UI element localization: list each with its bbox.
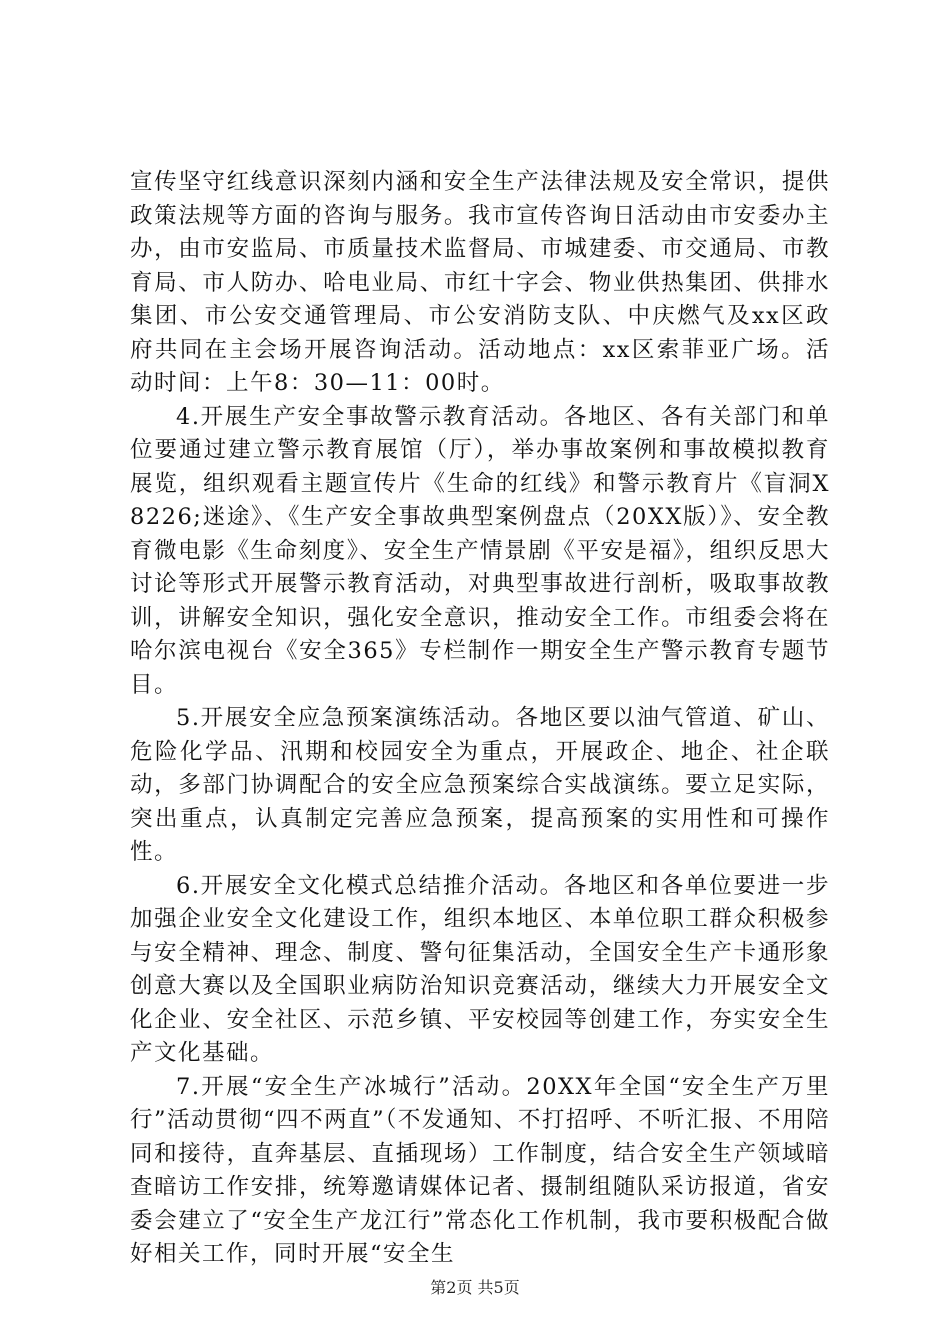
paragraph-item-4: 4.开展生产安全事故警示教育活动。各地区、各有关部门和单位要通过建立警示教育展馆（厅），举办事故案例和事故模拟教育展览，组织观看主题宣传片《生命的红线》和警示教育片《盲洞X8226;迷途》、《生产安全事故典型案例盘点（20XX版）》、安全教育微电影《生命刻度》、安全生产情景剧《平安是福》，组织反思大讨论等形式开展警示教育活动，对典型事故进行剖析，吸取事故教训，讲解安全知识，强化安全意识，推动安全工作。市组委会将在哈尔滨电视台《安全365》专栏制作一期安全生产警示教育专题节目。 bbox=[130, 403, 830, 698]
paragraph-item-5: 5.开展安全应急预案演练活动。各地区要以油气管道、矿山、危险化学品、汛期和校园安全为重点，开展政企、地企、社企联动，多部门协调配合的安全应急预案综合实战演练。要立足实际，突出重点，认真制定完善应急预案，提高预案的实用性和可操作性。 bbox=[130, 705, 830, 865]
paragraph-item-6: 6.开展安全文化模式总结推介活动。各地区和各单位要进一步加强企业安全文化建设工作，组织本地区、本单位职工群众积极参与安全精神、理念、制度、警句征集活动，全国安全生产卡通形象创意大赛以及全国职业病防治知识竞赛活动，继续大力开展安全文化企业、安全社区、示范乡镇、平安校园等创建工作，夯实安全生产文化基础。 bbox=[130, 872, 830, 1066]
paragraph-continuation: 宣传坚守红线意识深刻内涵和安全生产法律法规及安全常识，提供政策法规等方面的咨询与服务。我市宣传咨询日活动由市安委办主办，由市安监局、市质量技术监督局、市城建委、市交通局、市教育局、市人防办、哈电业局、市红十字会、物业供热集团、供排水集团、市公安交通管理局、市公安消防支队、中庆燃气及xx区政府共同在主会场开展咨询活动。活动地点：xx区索菲亚广场。活动时间：上午8：30—11：00时。 bbox=[130, 169, 830, 396]
document-body bbox=[130, 166, 830, 1272]
page-footer: 第2页 共5页 bbox=[430, 1278, 520, 1297]
paragraph-item-7: 7.开展“安全生产冰城行”活动。20XX年全国“安全生产万里行”活动贯彻“四不两直”（不发通知、不打招呼、不听汇报、不用陪同和接待，直奔基层、直插现场）工作制度，结合安全生产领域暗查暗访工作安排，统筹邀请媒体记者、摄制组随队采访报道，省安委会建立了“安全生产龙江行”常态化工作机制，我市要积极配合做好相关工作，同时开展“安全生 bbox=[130, 1073, 830, 1267]
